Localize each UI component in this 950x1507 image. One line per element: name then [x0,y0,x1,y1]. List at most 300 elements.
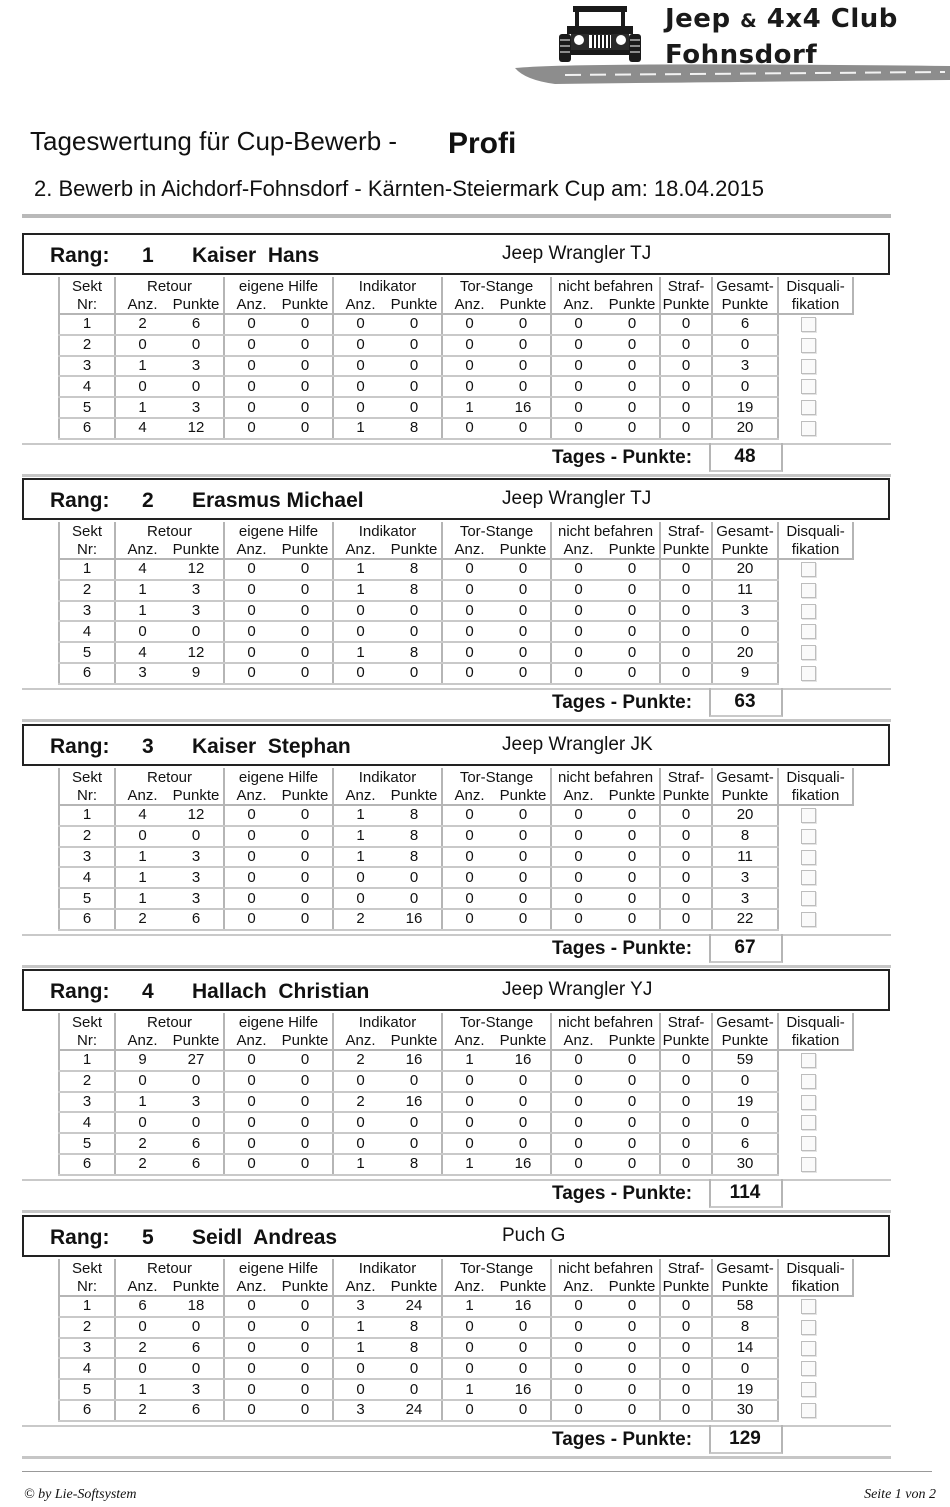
col-header: nicht befahren [551,522,660,540]
score-cell: 0 [496,1092,551,1113]
table-row [59,1071,853,1092]
disqualification-checkbox[interactable] [801,604,816,619]
score-cell: 0 [496,356,551,377]
col-subheader: Punkte [169,786,224,805]
disqualification-checkbox[interactable] [801,850,816,865]
score-cell: 0 [278,1071,333,1092]
disqualification-cell [778,376,853,397]
disqualification-cell [778,663,853,684]
col-subheader: Anz. [127,295,158,313]
score-cell: 0 [387,867,442,888]
score-cell: 0 [496,1317,551,1338]
col-subheader: Punkte [387,786,442,805]
score-cell: 0 [387,397,442,418]
disqualification-cell [778,335,853,356]
col-subheader: Anz. [563,786,594,804]
logo-title-line2: Fohnsdorf [665,40,818,70]
table-row [59,1296,853,1317]
score-cell: 30 [712,1154,778,1175]
disqualification-checkbox[interactable] [801,359,816,374]
col-subheader: Punkte [712,540,778,559]
driver-name: Erasmus Michael [192,489,364,512]
table-header-row [59,522,853,540]
score-cell: 0 [660,1379,712,1400]
score-cell: 0 [224,335,278,356]
score-cell: 3 [59,356,115,377]
table-row [59,580,853,601]
score-cell: 0 [115,335,169,356]
col-subheader: Punkte [278,295,333,314]
score-cell: 16 [496,397,551,418]
score-cell: 0 [660,335,712,356]
score-cell: 2 [333,1092,387,1113]
score-table [58,1013,854,1176]
score-cell: 0 [442,356,496,377]
score-cell: 0 [496,418,551,439]
score-cell: 0 [551,847,605,868]
ranking-block [0,478,950,723]
disqualification-checkbox[interactable] [801,912,816,927]
col-subheader: Punkte [496,786,551,805]
col-subheader: Punkte [496,295,551,314]
score-cell: 0 [551,805,605,826]
disqualification-cell [778,580,853,601]
score-cell: 2 [59,826,115,847]
score-cell: 1 [115,356,169,377]
score-cell: 0 [333,314,387,335]
disqualification-cell [778,559,853,580]
score-cell: 0 [496,1358,551,1379]
score-cell: 0 [224,559,278,580]
table-row [59,1092,853,1113]
score-cell: 20 [712,805,778,826]
col-subheader: Nr: [59,295,115,314]
rank-label: Rang: [50,735,110,758]
score-cell: 0 [442,418,496,439]
score-cell: 0 [278,1296,333,1317]
col-header: Straf- [660,522,712,540]
col-subheader: Anz. [127,540,158,558]
score-cell: 0 [496,621,551,642]
score-cell: 0 [660,559,712,580]
col-subheader: Punkte [387,540,442,559]
score-cell: 0 [224,418,278,439]
col-header: Straf- [660,768,712,786]
table-header-row [59,768,853,786]
col-subheader: fikation [778,1277,853,1296]
score-cell: 12 [169,805,224,826]
score-cell: 0 [712,376,778,397]
score-cell: 0 [660,621,712,642]
disqualification-cell [778,1296,853,1317]
score-cell: 0 [442,314,496,335]
score-cell: 0 [224,1112,278,1133]
col-subheader: Nr: [59,540,115,559]
score-cell: 0 [712,1071,778,1092]
score-cell: 0 [551,1358,605,1379]
table-row [59,1133,853,1154]
disqualification-checkbox[interactable] [801,808,816,823]
vehicle-name: Jeep Wrangler TJ [502,488,652,509]
score-cell: 0 [660,397,712,418]
score-cell: 0 [115,621,169,642]
score-cell: 6 [169,1154,224,1175]
score-cell: 0 [278,888,333,909]
score-cell: 0 [496,847,551,868]
disqualification-checkbox[interactable] [801,1157,816,1172]
score-cell: 2 [333,1050,387,1071]
score-cell: 0 [496,642,551,663]
score-cell: 0 [660,909,712,930]
score-cell: 0 [442,888,496,909]
score-cell: 0 [387,888,442,909]
score-cell: 0 [605,642,660,663]
score-cell: 3 [169,397,224,418]
score-cell: 0 [660,1050,712,1071]
score-cell: 0 [605,314,660,335]
score-cell: 0 [605,1379,660,1400]
score-cell: 0 [224,826,278,847]
score-cell: 16 [496,1379,551,1400]
rank-header [22,233,890,275]
score-cell: 0 [712,1112,778,1133]
disqualification-checkbox[interactable] [801,400,816,415]
col-header: eigene Hilfe [224,1013,333,1031]
score-cell: 0 [496,314,551,335]
disqualification-checkbox[interactable] [801,829,816,844]
score-cell: 0 [551,397,605,418]
score-cell: 16 [496,1050,551,1071]
col-subheader: Anz. [345,786,376,804]
score-cell: 0 [660,805,712,826]
table-header-row [59,277,853,295]
score-cell: 0 [115,376,169,397]
disqualification-checkbox[interactable] [801,1136,816,1151]
score-cell: 0 [551,376,605,397]
score-cell: 0 [333,888,387,909]
score-cell: 2 [59,335,115,356]
col-header: Gesamt- [712,522,778,540]
score-cell: 1 [115,867,169,888]
score-cell: 5 [59,1133,115,1154]
score-cell: 0 [387,335,442,356]
disqualification-checkbox[interactable] [801,1320,816,1335]
score-cell: 0 [442,376,496,397]
col-header: Disquali- [778,1259,853,1277]
footer-divider [22,1471,932,1472]
score-cell: 0 [660,1092,712,1113]
score-cell: 2 [115,1338,169,1359]
score-cell: 0 [605,1154,660,1175]
score-cell: 0 [551,663,605,684]
score-cell: 0 [224,1296,278,1317]
score-cell: 0 [660,847,712,868]
score-cell: 8 [387,580,442,601]
col-header: eigene Hilfe [224,768,333,786]
disqualification-checkbox[interactable] [801,421,816,436]
table-row [59,888,853,909]
score-cell: 0 [605,335,660,356]
score-cell: 0 [442,601,496,622]
disqualification-checkbox[interactable] [801,645,816,660]
disqualification-checkbox[interactable] [801,870,816,885]
score-cell: 0 [442,867,496,888]
score-cell: 0 [387,1379,442,1400]
col-subheader: Anz. [563,1277,594,1295]
score-cell: 0 [169,1071,224,1092]
rank-label: Rang: [50,489,110,512]
event-subtitle: 2. Bewerb in Aichdorf-Fohnsdorf - Kärnten-Steiermark Cup am: 18.04.2015 [34,176,765,201]
class-label: Profi [448,127,517,160]
col-subheader: Anz. [563,295,594,313]
score-cell: 8 [387,1338,442,1359]
score-cell: 0 [551,1400,605,1421]
score-cell: 0 [712,335,778,356]
score-cell: 24 [387,1296,442,1317]
score-cell: 0 [660,642,712,663]
col-subheader: Punkte [660,786,712,805]
score-cell: 0 [605,1317,660,1338]
score-cell: 0 [551,826,605,847]
score-cell: 3 [333,1400,387,1421]
score-cell: 0 [660,1338,712,1359]
disqualification-checkbox[interactable] [801,562,816,577]
disqualification-checkbox[interactable] [801,1053,816,1068]
table-row [59,805,853,826]
score-cell: 3 [59,1338,115,1359]
score-cell: 0 [660,663,712,684]
disqualification-cell [778,356,853,377]
table-subheader-row [59,295,853,314]
block-divider [22,719,891,722]
col-header: Disquali- [778,522,853,540]
score-cell: 6 [712,1133,778,1154]
score-cell: 0 [442,805,496,826]
rank-number: 1 [142,244,154,267]
score-cell: 0 [278,909,333,930]
score-cell: 20 [712,559,778,580]
score-cell: 0 [115,1358,169,1379]
col-subheader: Punkte [496,540,551,559]
driver-name: Hallach Christian [192,980,370,1003]
score-cell: 2 [115,1154,169,1175]
score-cell: 0 [605,376,660,397]
score-cell: 4 [115,642,169,663]
disqualification-cell [778,1092,853,1113]
score-cell: 0 [551,1154,605,1175]
col-subheader: fikation [778,295,853,314]
col-header: nicht befahren [551,277,660,295]
col-header: Tor-Stange [442,522,551,540]
score-cell: 1 [115,847,169,868]
header-divider [22,214,891,218]
disqualification-cell [778,1379,853,1400]
score-cell: 20 [712,418,778,439]
score-cell: 0 [224,805,278,826]
score-cell: 0 [605,826,660,847]
col-subheader: Punkte [660,295,712,314]
score-cell: 0 [551,580,605,601]
rank-number: 4 [142,980,154,1003]
table-row [59,1379,853,1400]
disqualification-checkbox[interactable] [801,1095,816,1110]
score-cell: 0 [224,580,278,601]
score-cell: 1 [333,418,387,439]
score-cell: 0 [278,805,333,826]
col-header: Straf- [660,1013,712,1031]
score-cell: 0 [278,1092,333,1113]
score-cell: 4 [59,376,115,397]
disqualification-checkbox[interactable] [801,317,816,332]
disqualification-checkbox[interactable] [801,1299,816,1314]
daily-points-value: 129 [729,1428,761,1449]
score-cell: 30 [712,1400,778,1421]
score-cell: 0 [224,356,278,377]
col-header: Straf- [660,1259,712,1277]
score-cell: 0 [442,1112,496,1133]
disqualification-checkbox[interactable] [801,666,816,681]
score-cell: 0 [387,663,442,684]
score-cell: 4 [115,805,169,826]
disqualification-checkbox[interactable] [801,1074,816,1089]
score-cell: 1 [442,1050,496,1071]
score-cell: 0 [224,1133,278,1154]
block-divider [22,474,891,477]
col-header: Disquali- [778,277,853,295]
score-cell: 0 [605,356,660,377]
rank-header [22,1215,890,1257]
table-row [59,1050,853,1071]
score-cell: 0 [496,909,551,930]
score-cell: 2 [59,580,115,601]
score-cell: 16 [387,1050,442,1071]
col-subheader: Anz. [127,786,158,804]
col-header: Retour [115,277,224,295]
score-cell: 0 [551,1379,605,1400]
logo-title-line1: Jeep & 4x4 Club [665,4,898,34]
score-cell: 6 [169,314,224,335]
score-table [58,277,854,440]
table-row [59,397,853,418]
col-subheader: Anz. [454,540,485,558]
score-cell: 9 [169,663,224,684]
disqualification-checkbox[interactable] [801,624,816,639]
score-cell: 0 [224,397,278,418]
score-cell: 0 [387,356,442,377]
col-header: nicht befahren [551,1259,660,1277]
score-cell: 6 [169,909,224,930]
col-subheader: Punkte [169,1277,224,1296]
daily-points-value: 114 [729,1182,761,1203]
disqualification-cell [778,1400,853,1421]
col-header: nicht befahren [551,1013,660,1031]
score-cell: 0 [278,559,333,580]
score-cell: 6 [169,1133,224,1154]
score-cell: 0 [442,909,496,930]
col-subheader: Anz. [345,1277,376,1295]
disqualification-checkbox[interactable] [801,583,816,598]
col-subheader: Punkte [712,1277,778,1296]
score-cell: 0 [660,1317,712,1338]
score-cell: 0 [224,909,278,930]
vehicle-name: Jeep Wrangler JK [502,734,653,755]
col-header: Sekt [59,1013,115,1031]
score-cell: 27 [169,1050,224,1071]
col-header: Tor-Stange [442,1013,551,1031]
score-cell: 0 [605,1050,660,1071]
score-cell: 0 [660,1071,712,1092]
score-cell: 0 [333,1112,387,1133]
score-cell: 0 [333,376,387,397]
score-table [58,1259,854,1422]
score-cell: 11 [712,847,778,868]
score-cell: 0 [551,356,605,377]
score-cell: 0 [278,642,333,663]
score-cell: 1 [333,642,387,663]
score-cell: 6 [169,1338,224,1359]
score-cell: 0 [605,1092,660,1113]
score-cell: 0 [712,621,778,642]
col-subheader: Anz. [236,540,267,558]
score-cell: 3 [169,601,224,622]
disqualification-cell [778,1338,853,1359]
score-cell: 0 [333,601,387,622]
col-header: Gesamt- [712,768,778,786]
disqualification-checkbox[interactable] [801,1115,816,1130]
score-cell: 0 [660,580,712,601]
col-header: Gesamt- [712,1013,778,1031]
score-cell: 5 [59,642,115,663]
disqualification-checkbox[interactable] [801,379,816,394]
score-cell: 19 [712,1092,778,1113]
score-cell: 6 [59,1154,115,1175]
col-subheader: Anz. [563,540,594,558]
score-cell: 0 [278,356,333,377]
score-cell: 12 [169,642,224,663]
score-cell: 22 [712,909,778,930]
disqualification-checkbox[interactable] [801,1361,816,1376]
disqualification-checkbox[interactable] [801,1403,816,1418]
score-cell: 0 [278,1400,333,1421]
disqualification-checkbox[interactable] [801,1341,816,1356]
score-cell: 0 [224,1154,278,1175]
score-cell: 9 [115,1050,169,1071]
disqualification-checkbox[interactable] [801,891,816,906]
score-cell: 0 [278,1317,333,1338]
block-divider [22,965,891,968]
col-subheader: fikation [778,786,853,805]
score-cell: 1 [333,1317,387,1338]
col-subheader: Punkte [496,1031,551,1050]
score-cell: 0 [333,1379,387,1400]
score-cell: 0 [551,418,605,439]
score-cell: 0 [278,418,333,439]
disqualification-checkbox[interactable] [801,1382,816,1397]
score-cell: 0 [442,1317,496,1338]
table-row [59,663,853,684]
score-cell: 4 [115,418,169,439]
col-header: Indikator [333,768,442,786]
score-cell: 0 [605,805,660,826]
score-cell: 0 [660,1296,712,1317]
score-cell: 3 [169,847,224,868]
score-cell: 0 [551,1133,605,1154]
score-cell: 1 [59,314,115,335]
score-cell: 0 [387,1358,442,1379]
disqualification-checkbox[interactable] [801,338,816,353]
score-cell: 0 [605,559,660,580]
score-cell: 0 [442,1338,496,1359]
